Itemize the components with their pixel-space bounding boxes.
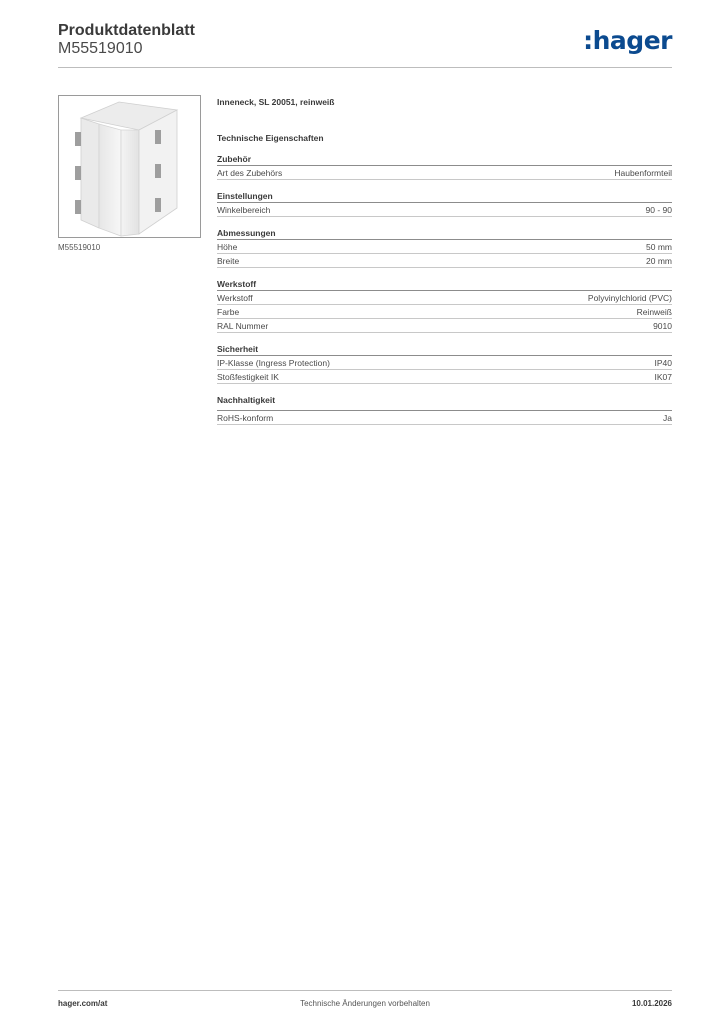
- section-einstellungen: [217, 190, 672, 217]
- row-value: Reinweiß: [636, 307, 672, 317]
- row-value: 20 mm: [646, 256, 672, 266]
- row-value: 90 - 90: [645, 205, 672, 215]
- table-row: [217, 254, 672, 268]
- page-header: [58, 20, 672, 68]
- table-row: [217, 356, 672, 370]
- row-value: Haubenformteil: [614, 168, 672, 178]
- section-title: Werkstoff: [217, 278, 672, 291]
- section-abmessungen: [217, 227, 672, 268]
- row-label: Stoßfestigkeit IK: [217, 372, 279, 382]
- row-label: Höhe: [217, 242, 238, 252]
- footer-date: 10.01.2026: [631, 999, 672, 1008]
- row-label: IP-Klasse (Ingress Protection): [217, 358, 330, 368]
- table-row: [217, 319, 672, 333]
- page-footer: [58, 990, 672, 1014]
- section-zubehoer: [217, 153, 672, 180]
- row-label: RAL Nummer: [217, 321, 269, 331]
- section-nachhaltigkeit: [217, 394, 672, 425]
- row-value: 9010: [653, 321, 672, 331]
- section-title: Einstellungen: [217, 190, 672, 203]
- doc-title: Produktdatenblatt: [58, 22, 195, 39]
- footer-website-link[interactable]: hager.com/at: [58, 999, 108, 1008]
- row-label: Winkelbereich: [217, 205, 271, 215]
- section-sicherheit: [217, 343, 672, 384]
- tech-properties-title: Technische Eigenschaften: [217, 133, 324, 143]
- row-label: RoHS-konform: [217, 413, 274, 423]
- product-image: [58, 95, 201, 238]
- section-title: Abmessungen: [217, 227, 672, 240]
- inner-corner-illustration: [59, 96, 200, 237]
- product-details: [217, 95, 672, 425]
- table-row: [217, 370, 672, 384]
- row-label: Farbe: [217, 307, 240, 317]
- row-value: Polyvinylchlorid (PVC): [587, 293, 672, 303]
- table-row: [217, 240, 672, 254]
- row-value: 50 mm: [646, 242, 672, 252]
- row-value: Ja: [663, 413, 672, 423]
- footer-note: Technische Änderungen vorbehalten: [300, 999, 430, 1008]
- table-row: [217, 291, 672, 305]
- hager-logo: :hager: [583, 26, 672, 55]
- row-label: Breite: [217, 256, 240, 266]
- image-caption: M55519010: [58, 243, 101, 252]
- row-value: IK07: [654, 372, 672, 382]
- row-value: IP40: [654, 358, 672, 368]
- product-name: Inneneck, SL 20051, reinweiß: [217, 97, 335, 107]
- section-title: Sicherheit: [217, 343, 672, 356]
- table-row: [217, 166, 672, 180]
- doc-number: M55519010: [58, 40, 143, 57]
- section-werkstoff: [217, 278, 672, 333]
- table-row: [217, 411, 672, 425]
- table-row: [217, 305, 672, 319]
- row-label: Werkstoff: [217, 293, 253, 303]
- table-row: [217, 203, 672, 217]
- section-title: Zubehör: [217, 153, 672, 166]
- section-title: Nachhaltigkeit: [217, 395, 276, 405]
- row-label: Art des Zubehörs: [217, 168, 283, 178]
